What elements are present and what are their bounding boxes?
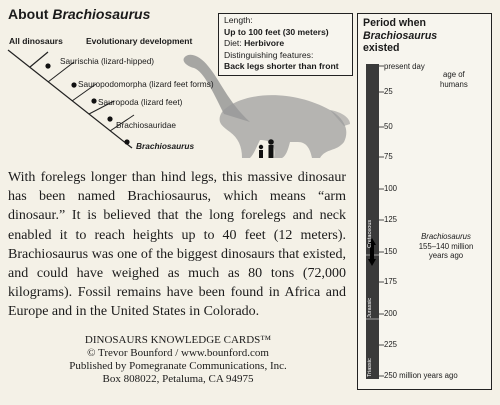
footer-line-3: Published by Pomegranate Communications, Inc. (69, 360, 287, 372)
period-title (363, 17, 437, 55)
title-prefix: About (8, 6, 53, 22)
clade-sauropoda: Sauropoda (lizard feet) (98, 97, 183, 107)
period-title-line3: existed (363, 42, 400, 54)
present-day-label: present day (384, 62, 425, 71)
footer-line-1: DINOSAURS KNOWLEDGE CARDS™ (84, 334, 272, 346)
tick-125: 125 (384, 215, 398, 224)
length-label: Length: (224, 15, 253, 25)
footer-line-4: Box 808022, Petaluma, CA 94975 (102, 373, 254, 385)
period-triassic: Triassic (367, 358, 373, 377)
annotation-range: 155–140 million (418, 241, 474, 251)
description-text: With forelegs longer than hind legs, this massive dinosaur has been named Brachiosaurus, which means “arm dinosaur.” It is believed that the long forelegs and neck enabled it to reach heights up to 40 feet (12 meters). Brachiosaurus was one of the biggest dinosaurs that existed, and could have weighed as much as 80 tons (72,000 kilograms). Fossil remains have been found in Africa and Europe and in the United States in Colorado. (8, 170, 346, 320)
card-title (8, 6, 150, 22)
tick-175: 175 (384, 277, 398, 286)
tree-evo-label: Evolutionary development (86, 36, 193, 46)
length-value: Up to 100 feet (30 meters) (224, 26, 329, 37)
features-value: Back legs shorter than front (224, 61, 339, 71)
age-label-1: age of (443, 70, 465, 79)
clade-saurischia: Saurischia (lizard-hipped) (60, 56, 155, 66)
tick-150: 150 (384, 247, 398, 256)
tick-225: 225 (384, 340, 398, 349)
brachiosaurus-range-annotation (402, 232, 490, 261)
diet-value: Herbivore (244, 38, 285, 48)
bottom-label: 250 million years ago (384, 371, 458, 380)
tick-75: 75 (384, 152, 393, 161)
card-footer (10, 334, 346, 386)
tick-200: 200 (384, 309, 398, 318)
annotation-unit: years ago (428, 251, 464, 260)
features-label: Distinguishing features: (224, 49, 314, 60)
clade-brachiosauridae: Brachiosauridae (116, 120, 176, 130)
clade-brachiosaurus: Brachiosaurus (136, 141, 195, 151)
human-figures (259, 139, 274, 158)
age-of-humans-label (440, 70, 468, 89)
tick-100: 100 (384, 184, 398, 193)
title-species: Brachiosaurus (52, 6, 151, 22)
period-cretaceous: Cretaceous (367, 219, 373, 248)
tick-50: 50 (384, 122, 393, 131)
period-title-line2: Brachiosaurus (363, 29, 438, 42)
annotation-name: Brachiosaurus (421, 232, 471, 241)
period-jurassic: Jurassic (367, 297, 373, 318)
period-title-line1: Period when (363, 17, 426, 29)
footer-line-2: © Trevor Bounford / www.bounford.com (87, 347, 269, 359)
tree-all-label: All dinosaurs (9, 36, 63, 46)
diet-label: Diet: (224, 38, 245, 48)
age-label-2: humans (440, 79, 468, 89)
tick-25: 25 (384, 87, 393, 96)
clade-sauropodomorpha: Sauropodomorpha (lizard feet forms) (78, 79, 214, 89)
